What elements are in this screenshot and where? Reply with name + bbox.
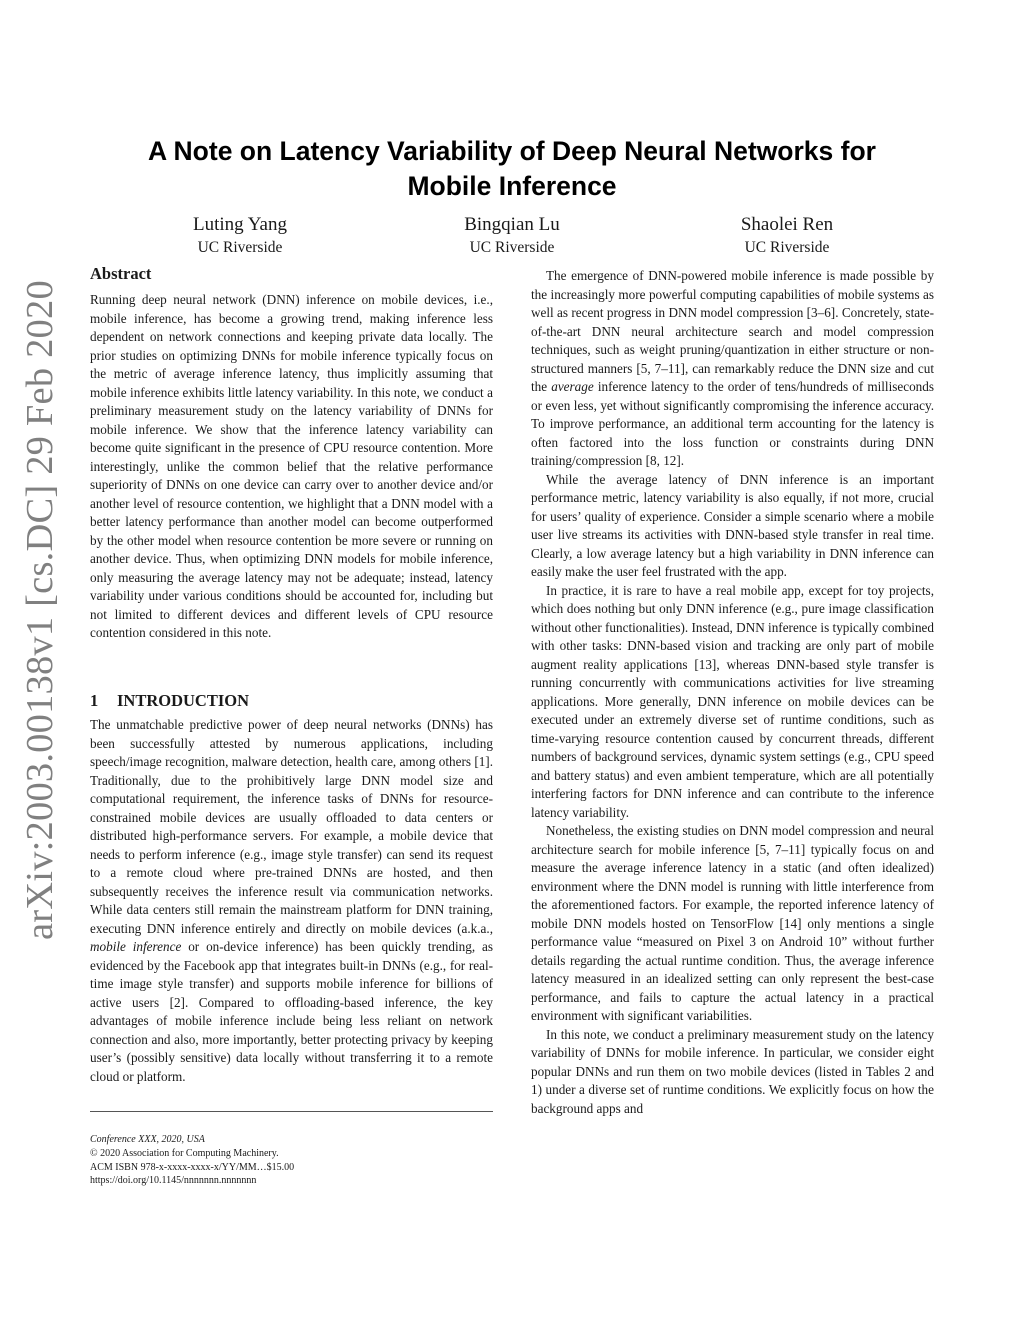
author-name: Bingqian Lu — [464, 214, 560, 235]
author-block — [130, 214, 350, 258]
author-affiliation: UC Riverside — [744, 239, 830, 256]
text-run: The unmatchable predictive power of deep neural networks (DNNs) has been successfully attested by numerous applications, including speech/image recognition, malware detection, health care, among others [1]. Traditionally, due to the prohibitively large DNN model size and computational requirement, the inference tasks of DNNs for resource-constrained mobile devices are usually offloaded to data centers or distributed high-performance servers. For example, a mobile device that needs to perform inference (e.g., image style transfer) can send its request to a remote cloud where pre-trained DNNs are hosted, and then subsequently receives the inference result via communication networks. While data centers still remain the mainstream platform for DNN training, executing DNN inference entirely and directly on mobile devices (a.k.a., — [90, 717, 493, 936]
footnote-divider — [90, 1111, 493, 1112]
author-affiliation: UC Riverside — [197, 239, 283, 256]
author-name: Shaolei Ren — [740, 214, 834, 235]
title-line-1: A Note on Latency Variability of Deep Neural Networks for — [148, 136, 876, 166]
body-paragraph — [531, 267, 934, 471]
body-paragraph: In this note, we conduct a preliminary measurement study on the latency variability of DNNs for mobile inference. In particular, we consider eight popular DNNs and run them on two mobile devices (listed in Tables 2 and 1) under a diverse set of runtime conditions. We explicitly focus on how the background apps and — [531, 1026, 934, 1116]
conference-line: Conference XXX, 2020, USA — [90, 1134, 205, 1145]
body-paragraph: In practice, it is rare to have a real mobile app, except for toy projects, which does nothing but only DNN inference (e.g., pure image classification without other functionalities). Instead, DNN inference is typically combined with other tasks: DNN-based vision and tracking are only part of mobile augment reality applications [13], whereas DNN-based style transfer is running concurrently with communications activities for live streaming applications. More generally, DNN inference on mobile devices can be executed under an extremely diverse set of runtime conditions, such as time-varying resource contention caused by concurrent threads, different numbers of background services, dynamic system settings (e.g., CPU speed and battery status) and even ambient temperature, which are all potentially interfering factors for DNN inference and can contribute to the inference latency variability. — [531, 582, 934, 820]
isbn-line: ACM ISBN 978-x-xxxx-xxxx-x/YY/MM…$15.00 — [90, 1161, 295, 1173]
body-paragraph: While the average latency of DNN inference is an important performance metric, latency variability is also equally, if not more, crucial for users’ quality of experience. Consider a simple scenario where a mobile user live streams its activities with DNN-based style transfer in real time. Clearly, a low average latency but a high variability in DNN inference can easily make the user feel frustrated with the app. — [531, 471, 934, 579]
text-run: The emergence of DNN-powered mobile inference is made possible by the increasingly more powerful computing capabilities of mobile systems as well as recent progress in DNN model compression [3–6]. Concretely, state-of-the-art DNN neural architecture search and model compression techniques, such as weight pruning/quantization in either structure or non-structured manners [5, 7–11], can remarkably reduce the DNN size and cut the — [531, 268, 934, 394]
intro-paragraph — [90, 716, 493, 1086]
section-heading-introduction — [90, 690, 249, 712]
author-block — [402, 214, 622, 258]
author-affiliation: UC Riverside — [469, 239, 555, 256]
section-title: INTRODUCTION — [117, 691, 250, 710]
section-number: 1 — [90, 691, 99, 710]
right-column-body — [531, 267, 934, 1118]
body-paragraph: Nonetheless, the existing studies on DNN model compression and neural architecture search for mobile inference [5, 7–11] typically focus on and measure the average inference latency in a static (and often idealized) environment where the DNN model is running with little interference from the aforementioned factors. For example, the reported inference latency of mobile DNN models hosted on TensorFlow [14] only mentions a single performance value “measured on Pixel 3 on Android 10” without further details regarding the actual runtime condition. Thus, the average inference latency measured in an idealized setting can only represent the best-case performance, and fails to capture the actual latency in a practical environment with significant variabilities. — [531, 823, 934, 1023]
paper-title — [90, 134, 934, 204]
title-line-2: Mobile Inference — [407, 171, 617, 201]
text-run: inference latency to the order of tens/hundreds of milliseconds or even less, yet without significantly compromising the inference accuracy. To improve performance, an additional term accounting for the latency is often factored into the loss function or constraints during DNN training/compression [8, 12]. — [531, 379, 934, 468]
author-block — [677, 214, 897, 258]
introduction-body — [90, 716, 493, 1086]
author-name: Luting Yang — [193, 214, 287, 235]
copyright-line: © 2020 Association for Computing Machinery. — [90, 1147, 279, 1159]
emphasis-text: average — [551, 379, 594, 394]
copyright-footnote — [90, 1133, 493, 1188]
doi-line: https://doi.org/10.1145/nnnnnnn.nnnnnnn — [90, 1175, 257, 1187]
abstract-paragraph: Running deep neural network (DNN) inference on mobile devices, i.e., mobile inference, has become a growing trend, making inference less dependent on network connections and keeping private data locally. The prior studies on optimizing DNNs for mobile inference typically focus on the metric of average inference latency, thus implicitly assuming that mobile inference exhibits little latency variability. In this note, we conduct a preliminary measurement study on the latency variability of DNNs for mobile inference. We show that the inference latency variability can become quite significant in the presence of CPU resource contention. More interestingly, unlike the common belief that the relative performance superiority of DNNs on one device can carry over to another device and/or another level of resource contention, we highlight that a DNN model with a better latency performance than another model can become outperformed by the other model when resource contention be more severe or running on another device. Thus, when optimizing DNN models for mobile inference, only measuring the average latency may not be adequate; instead, latency variability under various conditions should be accounted for, including but not limited to different devices and different levels of CPU resource contention considered in this note. — [90, 292, 493, 640]
emphasis-text: mobile inference — [90, 939, 182, 954]
abstract-heading: Abstract — [90, 264, 152, 283]
text-run: or on-device inference) has been quickly trending, as evidenced by the Facebook app that integrates built-in DNNs (e.g., for real-time image style transfer) and supports mobile inference for billions of active users [2]. Compared to offloading-based inference, the key advantages of mobile inference include being less reliant on network connection and also, more importantly, better protecting privacy by keeping user’s (possibly sensitive) data locally without transferring it to a remote cloud or platform. — [90, 939, 493, 1084]
abstract-body — [90, 291, 493, 643]
arxiv-identifier-stamp: arXiv:2003.00138v1 [cs.DC] 29 Feb 2020 — [19, 280, 61, 940]
